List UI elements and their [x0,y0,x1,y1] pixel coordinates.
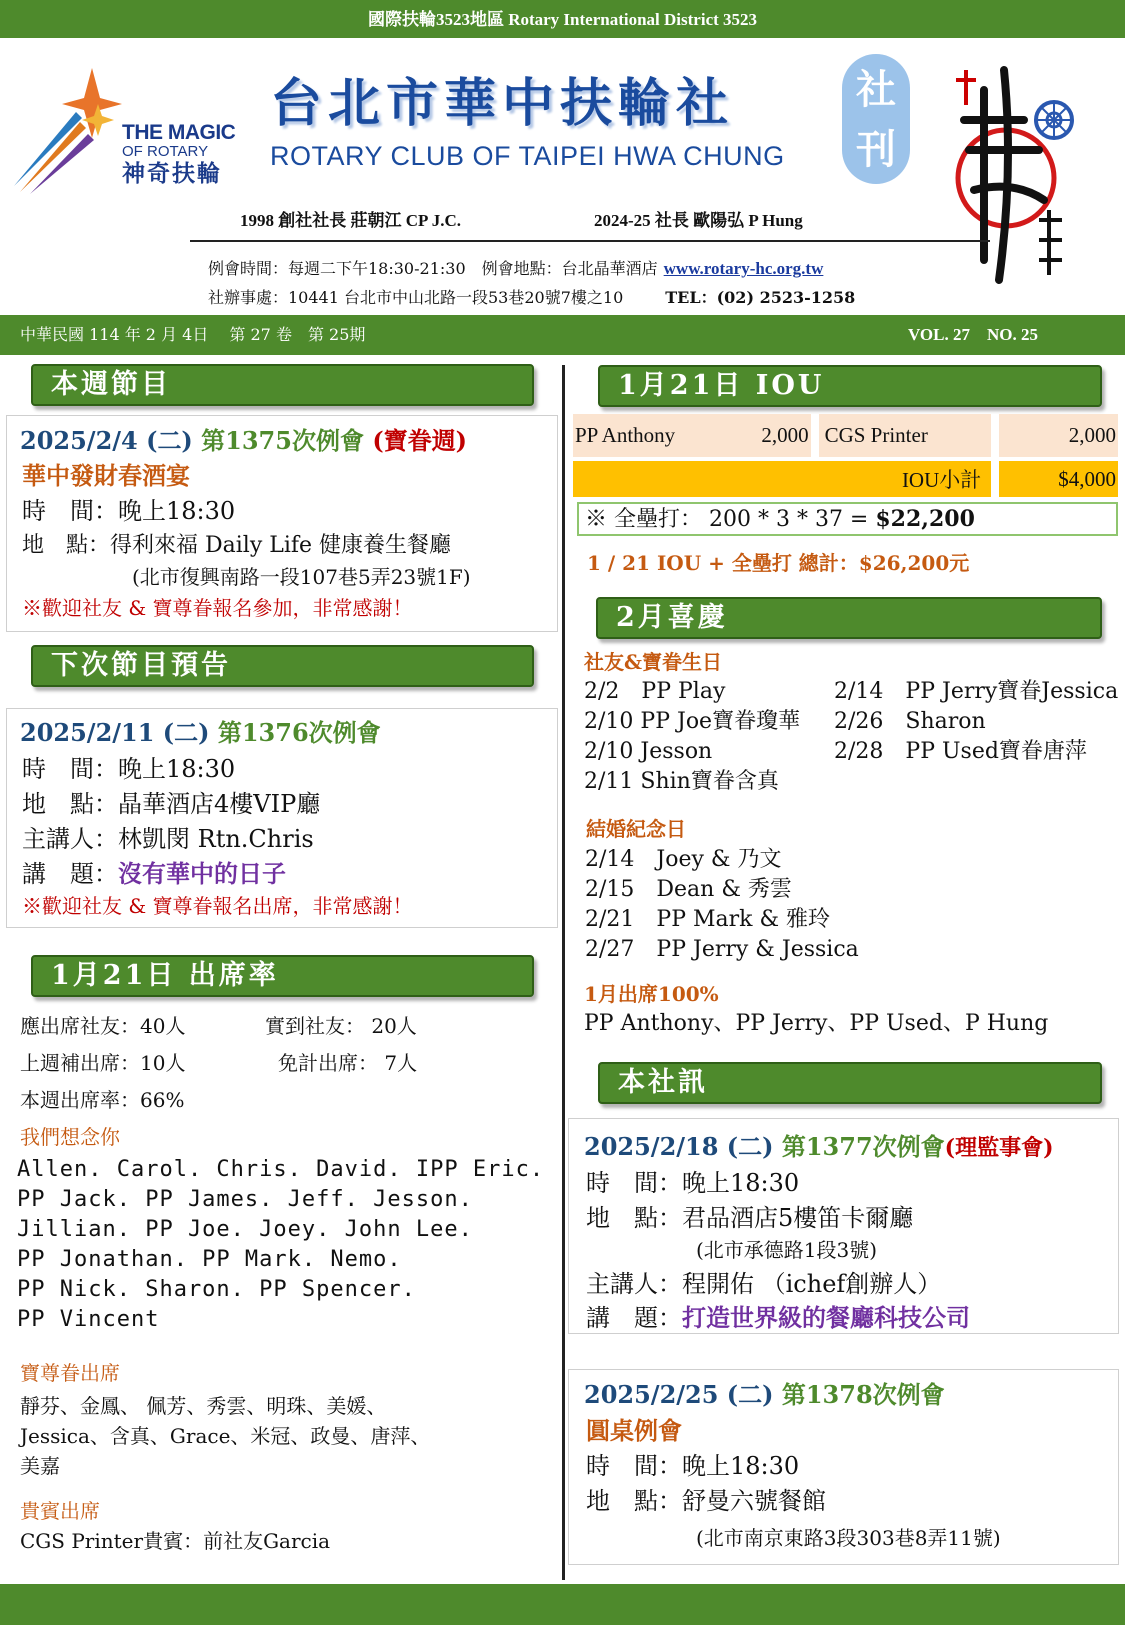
birthday-item: 2/10 Jesson [584,739,713,764]
miss-you-line: PP Vincent [17,1307,160,1332]
meeting-1377-no: 第1377次例會 [781,1132,945,1161]
miss-you-line: PP Jonathan. PP Mark. Nemo. [17,1247,402,1272]
iou-heading: 1月21日 IOU [598,365,1102,407]
column-divider [562,365,565,1580]
next-week-notice: ※歡迎社友 & 寶尊眷報名出席，非常感謝！ [22,894,413,918]
meeting-1377-time: 時 間：晚上18:30 [586,1169,800,1197]
office-line [208,285,855,308]
allhit-label: ※ 全壘打： 200 * 3 * 37 = [585,507,876,532]
next-week-topic [22,861,286,887]
miss-you-heading: 我們想念你 [20,1125,120,1149]
allhit-box [577,502,1118,536]
meeting-1377-address: (北市承德路1段3號) [696,1238,878,1262]
next-week-title [20,720,381,746]
bulletin-badge [842,54,910,184]
anniversary-item: 2/15 Dean & 秀雲 [585,877,792,902]
allhit-total: $22,200 [875,506,975,532]
this-week-title [20,428,467,454]
birthday-item: 2/10 PP Joe寶眷瓊華 [584,709,801,734]
meeting-1378-address: (北市南京東路3段303巷8弄11號) [696,1526,1001,1550]
badge-char-2: 刊 [856,126,896,173]
meeting-1378-time: 時 間：晚上18:30 [586,1452,800,1480]
this-week-place: 地 點：得利來福 Daily Life 健康養生餐廳 [22,533,452,558]
iou-table [573,414,1118,497]
district-bar: 國際扶輪3523地區 Rotary International District 3523 [0,0,1125,38]
this-week-tag: (寶眷週) [372,426,468,455]
star-burst-icon [14,64,124,194]
guest-heading: 貴賓出席 [20,1499,100,1523]
this-week-address: (北市復興南路一段107巷5弄23號1F) [132,565,471,589]
website-link[interactable]: www.rotary-hc.org.tw [663,259,824,278]
meeting-info-line [208,256,823,279]
next-week-topic-label: 講 題： [22,860,118,888]
iou-subtotal-label: IOU小計 [573,461,991,497]
volume-number: VOL. 27 NO. 25 [908,325,1038,344]
meeting-1378-place: 地 點：舒曼六號餐館 [586,1487,826,1515]
this-week-date: 2025/2/4 (二) [20,426,193,455]
office-address: 社辦事處：10441 台北市中山北路一段53巷20號7樓之10 [208,288,624,307]
attendance-heading: 1月21日 出席率 [31,955,534,997]
hwa-chung-calligraphy-logo [944,50,1094,290]
celebrations-heading: 2月喜慶 [596,597,1102,639]
meeting-1378-no: 第1378次例會 [781,1380,945,1409]
spouse-line: 美嘉 [20,1454,60,1478]
logo-text-of-rotary: OF ROTARY [122,143,209,160]
this-week-heading: 本週節目 [31,364,534,406]
guest-line: CGS Printer貴賓：前社友Garcia [20,1529,331,1553]
attendance-makeup: 上週補出席：10人 [20,1051,186,1075]
full-attendance-heading: 1月出席100% [584,982,719,1006]
next-week-meeting-no: 第1376次例會 [217,718,381,747]
anniversary-item: 2/27 PP Jerry & Jessica [585,937,859,962]
meeting-1377-speaker: 主講人：程開佑 （ichef創辦人） [586,1270,942,1298]
president-line: 2024-25 社長 歐陽弘 P Hung [594,211,803,230]
meeting-1377-date: 2025/2/18 (二) [584,1132,774,1161]
iou-subtotal-row [573,461,1118,497]
attendance-rate: 本週出席率：66% [20,1088,185,1112]
logo-text-magic: THE MAGIC [122,121,236,144]
issue-date: 中華民國 114 年 2 月 4日 第 27 卷 第 25期 [20,325,366,344]
header-divider [190,240,990,242]
next-week-time: 時 間：晚上18:30 [22,755,236,783]
meeting-1377-tag: (理監事會) [944,1135,1054,1161]
tel-number: TEL：(02) 2523-1258 [665,288,856,307]
miss-you-line: PP Nick. Sharon. PP Spencer. [17,1277,416,1302]
meeting-1377-topic-text: 打造世界級的餐廳科技公司 [682,1303,970,1332]
iou-grand-total: 1 / 21 IOU + 全壘打 總計：$26,200元 [587,551,970,575]
attendance-actual: 實到社友： 20人 [265,1014,417,1038]
iou-amount: 2,000 [999,414,1118,457]
meeting-1377-topic-label: 講 題： [586,1304,682,1332]
iou-name: PP Anthony [573,414,697,457]
spouse-line: Jessica、含真、Grace、米冠、政曼、唐萍、 [20,1424,431,1448]
birthday-heading: 社友&寶眷生日 [584,650,723,674]
anniversary-item: 2/14 Joey & 乃文 [585,847,782,872]
next-week-place: 地 點：晶華酒店4樓VIP廳 [22,790,321,818]
next-week-date: 2025/2/11 (二) [20,718,210,747]
this-week-time: 時 間：晚上18:30 [22,497,236,525]
meeting-1378-title [584,1382,945,1408]
birthday-item: 2/26 Sharon [834,709,986,734]
anniversary-item: 2/21 PP Mark & 雅玲 [585,907,831,932]
meeting-1377-place: 地 點：君品酒店5樓笛卡爾廳 [586,1204,914,1232]
issue-date-bar [0,315,1125,355]
birthday-item: 2/28 PP Used寶眷唐萍 [834,739,1087,764]
footer-bar [0,1584,1125,1625]
logo-text-zh: 神奇扶輪 [122,160,222,186]
next-week-topic-text: 沒有華中的日子 [118,859,286,888]
meeting-1377-topic [586,1305,970,1331]
iou-amount: 2,000 [697,414,811,457]
magic-of-rotary-logo [14,64,244,194]
spouse-heading: 寶尊眷出席 [20,1361,120,1385]
birthday-item: 2/14 PP Jerry寶眷Jessica [834,679,1119,704]
full-attendance-list: PP Anthony、PP Jerry、PP Used、P Hung [584,1011,1049,1036]
meeting-info-text: 例會時間：每週二下午18:30-21:30 例會地點：台北晶華酒店 [208,259,658,278]
next-week-speaker: 主講人：林凱閔 Rtn.Chris [22,825,314,853]
birthday-item: 2/11 Shin寶眷含真 [584,769,779,794]
miss-you-line: PP Jack. PP James. Jeff. Jesson. [17,1187,473,1212]
miss-you-line: Jillian. PP Joe. Joey. John Lee. [17,1217,473,1242]
table-row [573,414,1118,457]
attendance-should: 應出席社友：40人 [20,1014,186,1038]
next-week-heading: 下次節目預告 [31,645,534,687]
club-news-heading: 本社訊 [598,1062,1102,1104]
club-title-en: ROTARY CLUB OF TAIPEI HWA CHUNG [270,141,785,171]
miss-you-line: Allen. Carol. Chris. David. IPP Eric. [17,1157,545,1182]
badge-char-1: 社 [856,66,896,113]
spouse-line: 靜芬、金鳳、 佩芳、秀雲、明珠、美媛、 [20,1394,387,1418]
meeting-1378-date: 2025/2/25 (二) [584,1380,774,1409]
meeting-1378-event: 圓桌例會 [586,1416,682,1445]
birthday-item: 2/2 PP Play [584,679,726,704]
iou-name: CGS Printer [819,414,992,457]
this-week-meeting-no: 第1375次例會 [201,426,364,455]
anniversary-heading: 結婚紀念日 [586,817,686,841]
founder-line: 1998 創社社長 莊朝江 CP J.C. [240,211,461,230]
meeting-1377-title [584,1134,1053,1160]
iou-subtotal-value: $4,000 [999,461,1118,497]
club-title-zh: 台北市華中扶輪社 [270,73,735,134]
this-week-notice: ※歡迎社友 & 寶尊眷報名參加，非常感謝！ [22,596,413,620]
this-week-event: 華中發財春酒宴 [22,461,190,490]
attendance-exempt: 免計出席： 7人 [278,1051,418,1075]
